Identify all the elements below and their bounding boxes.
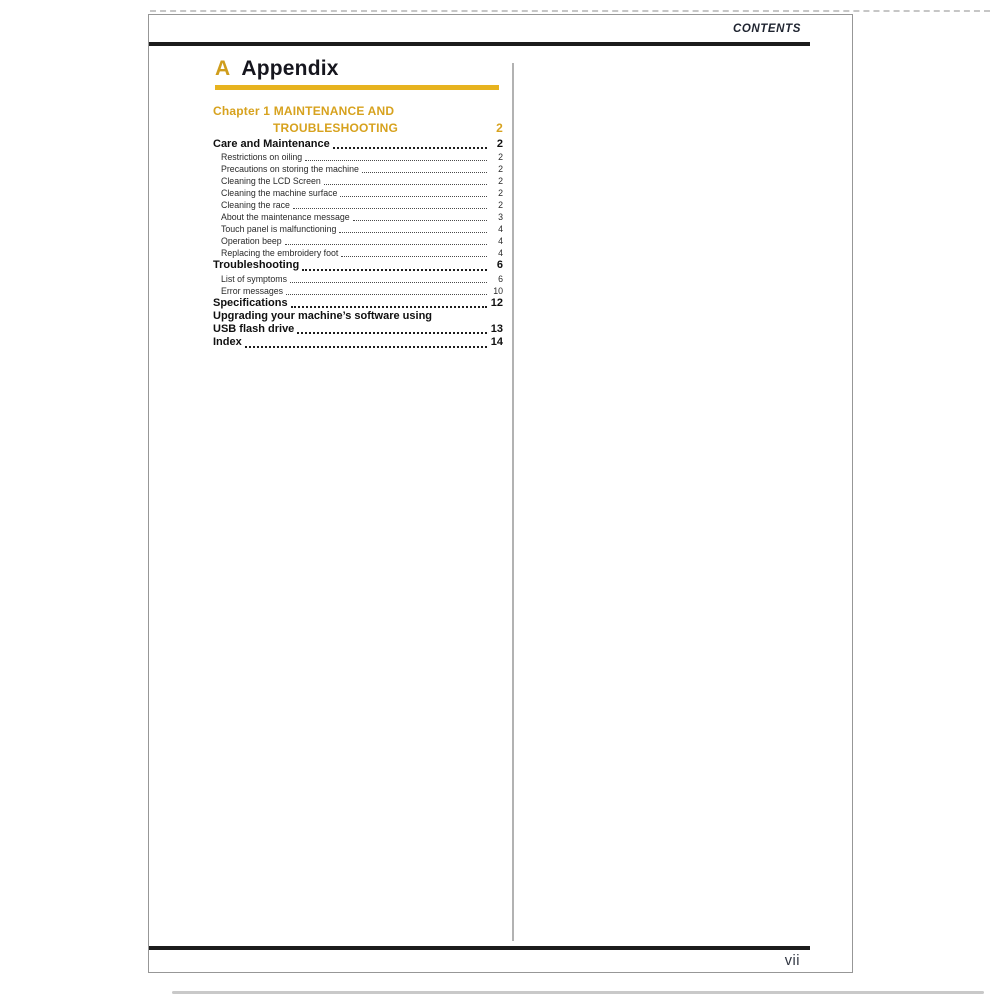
toc-dot-leader (362, 172, 487, 173)
toc-entry-title: Cleaning the machine surface (221, 188, 338, 199)
toc-entry-page: 2 (498, 200, 503, 211)
toc-dot-leader (341, 256, 487, 257)
toc-entry (213, 273, 503, 285)
toc-entry (213, 310, 503, 323)
toc-entry-page: 10 (493, 285, 503, 296)
toc-dot-leader (286, 294, 487, 295)
toc-entry-page: 14 (490, 336, 503, 349)
chapter-label: Chapter 1 (213, 104, 271, 118)
toc-entry (213, 247, 503, 259)
toc-dot-leader (353, 220, 487, 221)
toc-entry (213, 223, 503, 235)
contents-header-label: CONTENTS (732, 23, 801, 35)
toc-dot-leader (293, 208, 487, 209)
toc-entry-title: Error messages (221, 285, 284, 296)
toc-entry (213, 297, 503, 310)
toc-entry-title: Cleaning the LCD Screen (221, 176, 321, 187)
toc-entry-title: Specifications (213, 296, 288, 309)
toc-entry-title: Touch panel is malfunctioning (221, 224, 337, 235)
appendix-letter: A (215, 57, 231, 80)
footer-rule (149, 946, 810, 950)
toc-dot-leader (290, 282, 487, 283)
chapter-title-line2 (213, 120, 503, 137)
toc-entry (213, 323, 503, 336)
gold-rule (215, 85, 499, 90)
toc-dot-leader (339, 232, 487, 233)
toc-entry-title: Precautions on storing the machine (221, 164, 359, 175)
toc-dot-leader (324, 184, 487, 185)
toc-entry-title: Restrictions on oiling (221, 152, 303, 163)
toc-entry-page: 6 (498, 273, 503, 284)
toc-dot-leader (245, 346, 487, 348)
toc-entry (213, 175, 503, 187)
column-divider (512, 63, 514, 941)
toc-entry (213, 211, 503, 223)
toc-entry (213, 336, 503, 349)
toc-entry-title: Care and Maintenance (213, 138, 330, 150)
toc-entry-title: Cleaning the race (221, 200, 290, 211)
toc-entry-title: USB flash drive (213, 323, 295, 336)
toc-list (213, 138, 503, 350)
toc-entry-title: Upgrading your machine’s software using (213, 309, 433, 322)
toc-entry (213, 235, 503, 247)
appendix-title: Appendix (241, 57, 339, 80)
header-rule (149, 42, 810, 46)
toc-entry-page: 2 (498, 176, 503, 187)
chapter-title-text: MAINTENANCE AND (273, 104, 395, 118)
chapter-title-text2: TROUBLESHOOTING (273, 121, 398, 135)
page-number: vii (784, 953, 800, 969)
toc-entry-page: 4 (498, 248, 503, 259)
toc-dot-leader (302, 269, 487, 271)
toc-entry-page: 2 (498, 164, 503, 175)
toc-entry-page: 13 (490, 323, 503, 336)
next-page-edge (172, 991, 984, 994)
toc-entry (213, 163, 503, 175)
toc-entry-title: Operation beep (221, 236, 282, 247)
toc-entry (213, 199, 503, 211)
toc-entry-title: Troubleshooting (213, 259, 300, 272)
toc-entry (213, 259, 503, 272)
chapter-heading (213, 103, 503, 137)
appendix-heading (215, 57, 339, 81)
toc-entry (213, 138, 503, 151)
toc-entry-page: 2 (496, 138, 503, 150)
toc-entry (213, 285, 503, 297)
toc-dot-leader (291, 306, 487, 308)
toc-entry (213, 187, 503, 199)
toc-entry-page: 4 (498, 224, 503, 235)
toc-entry-page: 12 (490, 296, 503, 309)
toc-entry-page: 2 (498, 152, 503, 163)
toc-entry-page: 3 (498, 212, 503, 223)
toc-entry-page: 6 (496, 259, 503, 272)
toc-entry-title: About the maintenance message (221, 212, 350, 223)
chapter-page-number: 2 (496, 121, 503, 135)
toc-dot-leader (340, 196, 487, 197)
toc-dot-leader (305, 160, 487, 161)
toc-entry-title: List of symptoms (221, 273, 287, 284)
toc-entry (213, 151, 503, 163)
toc-dot-leader (333, 147, 487, 149)
toc-entry-page: 4 (498, 236, 503, 247)
toc-entry-title: Index (213, 336, 242, 349)
scan-artifact-top-edge (150, 10, 990, 12)
toc-entry-page: 2 (498, 188, 503, 199)
toc-dot-leader (297, 332, 487, 334)
chapter-title-line1 (213, 103, 503, 120)
toc-dot-leader (285, 244, 487, 245)
toc-entry-title: Replacing the embroidery foot (221, 248, 339, 259)
page-sheet (148, 14, 853, 973)
